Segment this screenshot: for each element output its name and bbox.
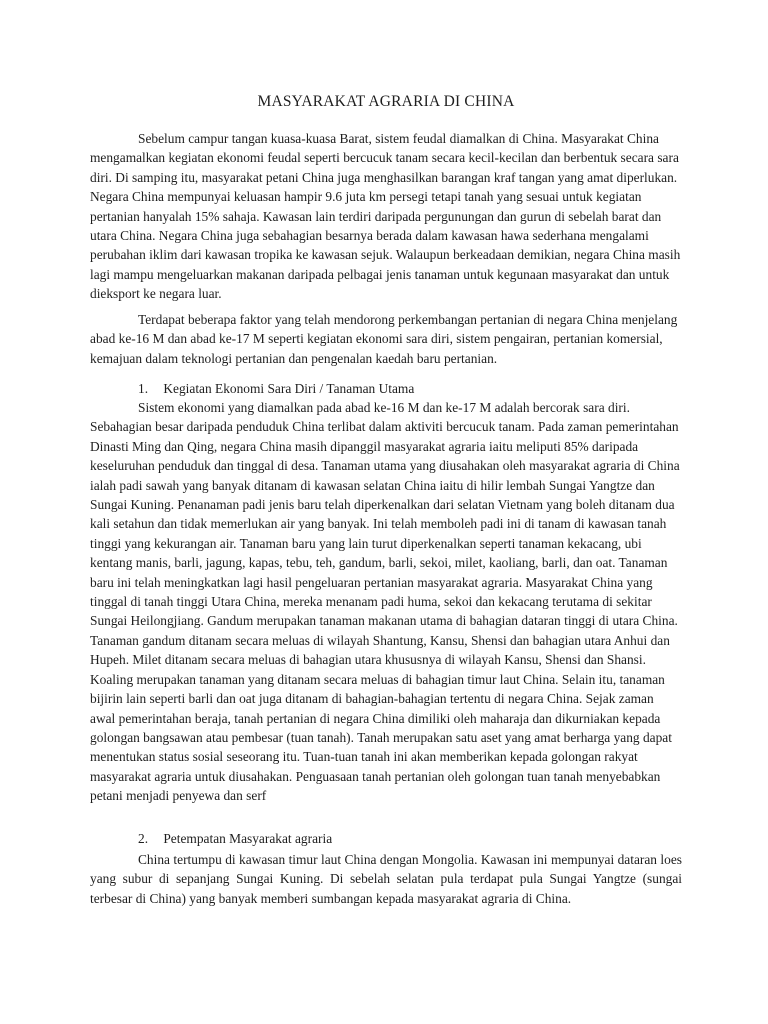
document-title: MASYARAKAT AGRARIA DI CHINA <box>257 93 515 110</box>
intro-paragraph: Sebelum campur tangan kuasa-kuasa Barat, sistem feudal diamalkan di China. Masyarakat China mengamalkan kegiatan ekonomi feudal seperti bercucuk tanam secara kecil-kecilan dan berbentuk secara sara diri. Di samping itu, masyarakat petani China juga menghasilkan barangan kraf tangan yang amat diperlukan. Negara China mempunyai keluasan hampir 9.6 juta km persegi tetapi tanah yang sesuai untuk kegiatan pertanian hanyalah 15% sahaja. Kawasan lain terdiri daripada pergunungan dan gurun di sebelah barat dan utara China. Negara China juga sebahagian besarnya berada dalam kawasan hawa sederhana mengalami perubahan iklim dari kawasan tropika ke kawasan sejuk. Walaupun berkeadaan demikian, negara China masih lagi mampu mengeluarkan makanan daripada pelbagai jenis tanaman untuk kegunaan masyarakat dan untuk dieksport ke negara luar. <box>90 131 681 302</box>
section-1-body: Sistem ekonomi yang diamalkan pada abad ke-16 M dan ke-17 M adalah bercorak sara diri. Sebahagian besar daripada penduduk China terlibat dalam aktiviti bercucuk tanam. Pada zaman pemerintahan Dinasti Ming dan Qing, negara China masih dipanggil masyarakat agraria iaitu meliputi 85% daripada keseluruhan penduduk dan tinggal di desa. Tanaman utama yang diusahakan oleh masyarakat agraria di China ialah padi sawah yang banyak ditanam di kawasan selatan China iaitu di hilir lembah Sungai Yangtze dan Sungai Kuning. Penanaman padi jenis baru telah diperkenalkan dari selatan Vietnam yang boleh ditanam dua kali setahun dan tidak memerlukan air yang banyak. Ini telah memboleh padi ini di tanam di kawasan tanah tinggi yang kekurangan air. Tanaman baru yang lain turut diperkenalkan seperti tanaman kekacang, ubi kentang manis, barli, jagung, kapas, tebu, teh, gandum, barli, sekoi, milet, kaoliang, barli, dan oat. Tanaman baru ini telah meningkatkan lagi hasil pengeluaran pertanian masyarakat agraria. Masyarakat China yang tinggal di tanah tinggi Utara China, mereka menanam padi huma, sekoi dan kekacang terutama di sekitar Sungai Heilongjiang. Gandum merupakan tanaman makanan utama di bahagian dataran tinggi di utara China. Tanaman gandum ditanam secara meluas di wilayah Shantung, Kansu, Shensi dan bahagian utara Anhui dan Hupeh. Milet ditanam secara meluas di bahagian utara khususnya di wilayah Kansu, Shensi dan Shansi. Koaling merupakan tanaman yang ditanam secara meluas di bahagian timur laut China. Selain itu, tanaman bijirin lain seperti barli dan oat juga ditanam di bahagian-bahagian tertentu di negara China. Sejak zaman awal pemerintahan beraja, tanah pertanian di negara China dimiliki oleh maharaja dan dikurniakan kepada golongan bangsawan atau pembesar (tuan tanah). Tanah merupakan satu aset yang amat berharga yang dapat menentukan status sosial seseorang itu. Tuan-tuan tanah ini akan memberikan kepada golongan rakyat masyarakat agraria untuk diusahakan. Penguasaan tanah pertanian oleh golongan tuan tanah menyebabkan petani menjadi penyewa dan serf <box>90 400 680 804</box>
section-1-heading-text: Kegiatan Ekonomi Sara Diri / Tanaman Utama <box>163 381 415 396</box>
factors-paragraph: Terdapat beberapa faktor yang telah mendorong perkembangan pertanian di negara China menjelang abad ke-16 M dan abad ke-17 M seperti kegiatan ekonomi sara diri, sistem pengairan, pertanian komersial, kemajuan dalam teknologi pertanian dan pengenalan kaedah baru pertanian. <box>90 312 678 366</box>
section-2-number: 2. <box>138 831 149 846</box>
section-1-number: 1. <box>138 381 149 396</box>
section-2-body: China tertumpu di kawasan timur laut China dengan Mongolia. Kawasan ini mempunyai dataran loes yang subur di sepanjang Sungai Kuning. Di sebelah selatan pula terdapat pula Sungai Yangtze (sungai terbesar di China) yang banyak memberi sumbangan kepada masyarakat agraria di China. <box>90 852 682 906</box>
section-1-heading <box>138 379 414 398</box>
section-2-heading-text: Petempatan Masyarakat agraria <box>163 831 333 846</box>
section-2-heading <box>138 829 332 848</box>
